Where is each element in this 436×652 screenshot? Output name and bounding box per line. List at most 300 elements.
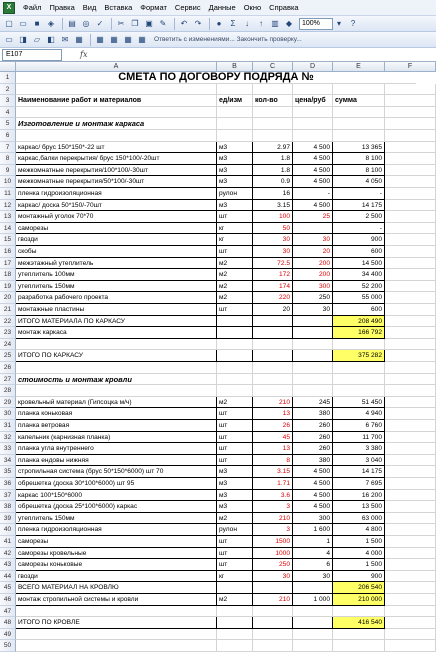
cell-d[interactable]: 245: [293, 397, 333, 409]
cell-a[interactable]: разработка рабочего проекта: [16, 292, 217, 304]
cell-e[interactable]: 55 000: [333, 292, 385, 304]
cell-b[interactable]: [217, 107, 253, 119]
cell-f[interactable]: [385, 142, 436, 154]
cell-a[interactable]: межэтажный утеплитель: [16, 258, 217, 270]
row-header[interactable]: 19: [0, 281, 16, 293]
cell-b[interactable]: шт: [217, 548, 253, 560]
cell-e[interactable]: 600: [333, 246, 385, 258]
row-header[interactable]: 17: [0, 258, 16, 270]
row-header[interactable]: 24: [0, 339, 16, 351]
cell-f[interactable]: [385, 617, 436, 629]
cell-e[interactable]: 4 050: [333, 176, 385, 188]
review-icon[interactable]: ◨: [19, 34, 27, 44]
cell-f[interactable]: [385, 316, 436, 328]
cell-c[interactable]: 30: [253, 571, 293, 583]
row-header[interactable]: 7: [0, 142, 16, 154]
cell-a[interactable]: гвозди: [16, 571, 217, 583]
row-header[interactable]: 20: [0, 292, 16, 304]
column-header-c[interactable]: C: [253, 62, 293, 72]
cell-c[interactable]: 220: [253, 292, 293, 304]
row-header[interactable]: 29: [0, 397, 16, 409]
row-header[interactable]: 12: [0, 200, 16, 212]
cell-f[interactable]: [385, 130, 436, 142]
cell-b[interactable]: шт: [217, 246, 253, 258]
cell-c[interactable]: 1.8: [253, 153, 293, 165]
select-all-corner[interactable]: [0, 62, 16, 72]
cell-f[interactable]: [385, 385, 436, 397]
row-header[interactable]: 48: [0, 617, 16, 629]
cell-b[interactable]: [217, 617, 253, 629]
cell-b[interactable]: шт: [217, 559, 253, 571]
cell-e[interactable]: 416 540: [333, 617, 385, 629]
cell-c[interactable]: 3.6: [253, 490, 293, 502]
cell-e[interactable]: 8 100: [333, 153, 385, 165]
cell-e[interactable]: 51 450: [333, 397, 385, 409]
cell-d[interactable]: [293, 385, 333, 397]
menu-item[interactable]: Окно: [243, 3, 262, 12]
comment-icon[interactable]: ▱: [33, 34, 41, 44]
cell-a[interactable]: каркас/ доска 50*150/-70шт: [16, 200, 217, 212]
cell-e[interactable]: [333, 130, 385, 142]
cell-d[interactable]: 1: [293, 536, 333, 548]
cell-a[interactable]: [16, 640, 217, 652]
cell-a[interactable]: ИТОГО МАТЕРИАЛА ПО КАРКАСУ: [16, 316, 217, 328]
cell-e[interactable]: 375 282: [333, 350, 385, 362]
cell-f[interactable]: [385, 362, 436, 374]
menu-item[interactable]: Вставка: [104, 3, 133, 12]
cell-c[interactable]: 0.9: [253, 176, 293, 188]
cell-d[interactable]: [293, 629, 333, 641]
cell-e[interactable]: -: [333, 188, 385, 200]
cell-f[interactable]: [385, 200, 436, 212]
cell-f[interactable]: [385, 223, 436, 235]
chevron-down-icon[interactable]: ▾: [336, 18, 341, 28]
row-header[interactable]: 2: [0, 84, 16, 96]
cell-e[interactable]: 8 100: [333, 165, 385, 177]
cell-d[interactable]: 25: [293, 211, 333, 223]
cell-a[interactable]: [16, 130, 217, 142]
drawing-icon[interactable]: ◆: [285, 18, 293, 28]
cell-d[interactable]: -: [293, 188, 333, 200]
row-header[interactable]: 11: [0, 188, 16, 200]
hyperlink-icon[interactable]: ●: [216, 18, 222, 28]
cell-e[interactable]: 13 500: [333, 501, 385, 513]
cell-f[interactable]: [385, 640, 436, 652]
cell-a[interactable]: стропильная система (брус 50*150*6000) шт 70: [16, 466, 217, 478]
cell-f[interactable]: [385, 176, 436, 188]
cell-c[interactable]: [253, 374, 293, 386]
cell-b[interactable]: м2: [217, 269, 253, 281]
cell-d[interactable]: цена/руб: [293, 95, 333, 107]
cell-d[interactable]: 4 500: [293, 490, 333, 502]
cell-a[interactable]: каркас 100*150*6000: [16, 490, 217, 502]
cell-d[interactable]: [293, 350, 333, 362]
cell-d[interactable]: [293, 223, 333, 235]
cell-f[interactable]: [385, 571, 436, 583]
save-icon[interactable]: ■: [34, 18, 40, 28]
cell-d[interactable]: 4 500: [293, 165, 333, 177]
cell-e[interactable]: 1 500: [333, 559, 385, 571]
cell-f[interactable]: [385, 466, 436, 478]
cell-f[interactable]: [385, 420, 436, 432]
cell-e[interactable]: 1 500: [333, 536, 385, 548]
cell-a[interactable]: утеплитель 150мм: [16, 513, 217, 525]
cell-f[interactable]: [385, 292, 436, 304]
cell-e[interactable]: сумма: [333, 95, 385, 107]
row-header[interactable]: 3: [0, 95, 16, 107]
row-header[interactable]: 15: [0, 234, 16, 246]
row-header[interactable]: 44: [0, 571, 16, 583]
cell-b[interactable]: м2: [217, 594, 253, 606]
cell-d[interactable]: 4 500: [293, 153, 333, 165]
menu-item[interactable]: Правка: [49, 3, 75, 12]
cell-d[interactable]: 4 500: [293, 501, 333, 513]
cell-d[interactable]: [293, 617, 333, 629]
cell-b[interactable]: м3: [217, 466, 253, 478]
cell-e[interactable]: 4 940: [333, 408, 385, 420]
cell-b[interactable]: м2: [217, 292, 253, 304]
cell-b[interactable]: шт: [217, 455, 253, 467]
cell-e[interactable]: 6 760: [333, 420, 385, 432]
cell-f[interactable]: [385, 84, 436, 96]
cell-b[interactable]: м3: [217, 501, 253, 513]
cell-b[interactable]: [217, 374, 253, 386]
cell-c[interactable]: 210: [253, 513, 293, 525]
cell-b[interactable]: [217, 385, 253, 397]
sheet-icon[interactable]: ▦: [124, 34, 132, 44]
cell-b[interactable]: ед/изм: [217, 95, 253, 107]
cut-icon[interactable]: ✂: [117, 18, 125, 28]
cell-e[interactable]: -: [333, 223, 385, 235]
cell-b[interactable]: шт: [217, 408, 253, 420]
cell-c[interactable]: 3: [253, 501, 293, 513]
cell-d[interactable]: [293, 84, 333, 96]
cell-c[interactable]: [253, 130, 293, 142]
row-header[interactable]: 39: [0, 513, 16, 525]
cell-e[interactable]: 166 792: [333, 327, 385, 339]
cell-f[interactable]: [385, 95, 436, 107]
cell-f[interactable]: [385, 408, 436, 420]
cell-b[interactable]: шт: [217, 420, 253, 432]
fx-icon[interactable]: fx: [80, 50, 88, 59]
cell-e[interactable]: 2 500: [333, 211, 385, 223]
cell-d[interactable]: 300: [293, 513, 333, 525]
cell-e[interactable]: [333, 84, 385, 96]
cell-c[interactable]: [253, 629, 293, 641]
cell-f[interactable]: [385, 374, 436, 386]
cell-f[interactable]: [385, 269, 436, 281]
mail-icon[interactable]: ✉: [61, 34, 69, 44]
cell-f[interactable]: [385, 443, 436, 455]
cell-b[interactable]: шт: [217, 443, 253, 455]
folder-icon[interactable]: ▭: [5, 34, 13, 44]
cell-a[interactable]: Изготовление и монтаж каркаса: [16, 118, 217, 130]
cell-a[interactable]: монтажный уголок 70*70: [16, 211, 217, 223]
cell-b[interactable]: [217, 84, 253, 96]
column-header-a[interactable]: A: [16, 62, 217, 72]
cell-a[interactable]: межкомнатные перекрытия/50*100/-30шт: [16, 176, 217, 188]
row-header[interactable]: 13: [0, 211, 16, 223]
cell-e[interactable]: [333, 339, 385, 351]
cell-c[interactable]: 100: [253, 211, 293, 223]
new-file-icon[interactable]: ▢: [5, 18, 13, 28]
cell-c[interactable]: 1000: [253, 548, 293, 560]
cell-c[interactable]: 1.71: [253, 478, 293, 490]
column-header-d[interactable]: D: [293, 62, 333, 72]
spelling-icon[interactable]: ✓: [96, 18, 104, 28]
permission-icon[interactable]: ◈: [47, 18, 55, 28]
cell-e[interactable]: [333, 640, 385, 652]
cell-a[interactable]: СМЕТА ПО ДОГОВОРУ ПОДРЯДА №: [16, 72, 416, 84]
cell-b[interactable]: [217, 362, 253, 374]
sheet-icon[interactable]: ▦: [110, 34, 118, 44]
cell-b[interactable]: [217, 629, 253, 641]
cell-b[interactable]: [217, 130, 253, 142]
cell-f[interactable]: [385, 397, 436, 409]
cell-e[interactable]: [333, 362, 385, 374]
chart-wizard-icon[interactable]: ▥: [271, 18, 279, 28]
row-header[interactable]: 42: [0, 548, 16, 560]
cell-a[interactable]: саморезы: [16, 536, 217, 548]
cell-e[interactable]: [333, 629, 385, 641]
cell-a[interactable]: обрешетка (доска 25*100*6000) каркас: [16, 501, 217, 513]
cell-a[interactable]: утеплитель 100мм: [16, 269, 217, 281]
track-icon[interactable]: ◧: [47, 34, 55, 44]
cell-d[interactable]: [293, 327, 333, 339]
cell-f[interactable]: [385, 281, 436, 293]
cell-c[interactable]: 172: [253, 269, 293, 281]
cell-e[interactable]: [333, 107, 385, 119]
cell-f[interactable]: [385, 118, 436, 130]
cell-f[interactable]: [385, 153, 436, 165]
cell-c[interactable]: 210: [253, 594, 293, 606]
sort-descending-icon[interactable]: ↑: [259, 18, 263, 28]
cell-b[interactable]: м2: [217, 397, 253, 409]
cell-f[interactable]: [385, 606, 436, 618]
cell-f[interactable]: [385, 524, 436, 536]
cell-f[interactable]: [385, 165, 436, 177]
cell-a[interactable]: ВСЕГО МАТЕРИАЛ НА КРОВЛЮ: [16, 582, 217, 594]
cell-e[interactable]: 14 500: [333, 258, 385, 270]
cell-d[interactable]: [293, 339, 333, 351]
cell-a[interactable]: планка ендовы нижняя: [16, 455, 217, 467]
print-preview-icon[interactable]: ◎: [82, 18, 90, 28]
cell-d[interactable]: 300: [293, 281, 333, 293]
cell-a[interactable]: планка угла внутреннего: [16, 443, 217, 455]
cell-c[interactable]: 72.5: [253, 258, 293, 270]
cell-e[interactable]: 14 175: [333, 466, 385, 478]
cell-b[interactable]: кг: [217, 571, 253, 583]
row-header[interactable]: 38: [0, 501, 16, 513]
cell-c[interactable]: 1500: [253, 536, 293, 548]
cell-e[interactable]: 63 000: [333, 513, 385, 525]
cell-d[interactable]: [293, 362, 333, 374]
cell-e[interactable]: [333, 385, 385, 397]
cell-d[interactable]: [293, 316, 333, 328]
cell-f[interactable]: [385, 513, 436, 525]
help-icon[interactable]: ?: [350, 18, 356, 28]
cell-a[interactable]: [16, 362, 217, 374]
cell-c[interactable]: [253, 118, 293, 130]
cell-b[interactable]: [217, 582, 253, 594]
cell-e[interactable]: 900: [333, 234, 385, 246]
cell-b[interactable]: [217, 118, 253, 130]
cell-d[interactable]: [293, 582, 333, 594]
cell-b[interactable]: кг: [217, 234, 253, 246]
cell-b[interactable]: рулон: [217, 188, 253, 200]
row-header[interactable]: 6: [0, 130, 16, 142]
cell-c[interactable]: 174: [253, 281, 293, 293]
cell-e[interactable]: 14 175: [333, 200, 385, 212]
cell-e[interactable]: [333, 606, 385, 618]
cell-d[interactable]: 200: [293, 269, 333, 281]
cell-a[interactable]: саморезы кровельные: [16, 548, 217, 560]
sheet-icon[interactable]: ▦: [75, 34, 83, 44]
cell-d[interactable]: 20: [293, 246, 333, 258]
cell-d[interactable]: 380: [293, 408, 333, 420]
cell-a[interactable]: ИТОГО ПО КРОВЛЕ: [16, 617, 217, 629]
cell-d[interactable]: 30: [293, 234, 333, 246]
cell-d[interactable]: [293, 606, 333, 618]
cell-f[interactable]: [385, 490, 436, 502]
cell-a[interactable]: капельник (карнизная планка): [16, 432, 217, 444]
cell-e[interactable]: 900: [333, 571, 385, 583]
cell-d[interactable]: 250: [293, 292, 333, 304]
cell-e[interactable]: [333, 374, 385, 386]
row-header[interactable]: 26: [0, 362, 16, 374]
row-header[interactable]: 16: [0, 246, 16, 258]
redo-icon[interactable]: ↷: [194, 18, 202, 28]
cell-e[interactable]: 4 800: [333, 524, 385, 536]
cell-f[interactable]: [385, 478, 436, 490]
cell-c[interactable]: 3.15: [253, 466, 293, 478]
cell-f[interactable]: [385, 455, 436, 467]
row-header[interactable]: 46: [0, 594, 16, 606]
cell-d[interactable]: 4 500: [293, 176, 333, 188]
cell-b[interactable]: рулон: [217, 524, 253, 536]
row-header[interactable]: 49: [0, 629, 16, 641]
cell-f[interactable]: [385, 246, 436, 258]
cell-f[interactable]: [385, 559, 436, 571]
cell-f[interactable]: [385, 327, 436, 339]
cell-c[interactable]: 8: [253, 455, 293, 467]
cell-d[interactable]: 4 500: [293, 142, 333, 154]
sort-ascending-icon[interactable]: ↓: [245, 18, 249, 28]
row-header[interactable]: 36: [0, 478, 16, 490]
cell-d[interactable]: [293, 107, 333, 119]
cell-c[interactable]: 30: [253, 246, 293, 258]
cell-c[interactable]: 26: [253, 420, 293, 432]
cell-a[interactable]: [16, 84, 217, 96]
row-header[interactable]: 43: [0, 559, 16, 571]
cell-c[interactable]: [253, 385, 293, 397]
cell-d[interactable]: 200: [293, 258, 333, 270]
cell-a[interactable]: [16, 629, 217, 641]
cell-b[interactable]: м3: [217, 165, 253, 177]
cell-b[interactable]: м3: [217, 153, 253, 165]
cell-a[interactable]: межкомнатные перекрытия/100*100/-30шт: [16, 165, 217, 177]
cell-b[interactable]: м3: [217, 490, 253, 502]
cell-a[interactable]: планка коньковая: [16, 408, 217, 420]
paste-icon[interactable]: ▣: [145, 18, 153, 28]
cell-d[interactable]: 4 500: [293, 478, 333, 490]
row-header[interactable]: 41: [0, 536, 16, 548]
row-header[interactable]: 50: [0, 640, 16, 652]
cell-e[interactable]: 16 200: [333, 490, 385, 502]
cell-c[interactable]: [253, 582, 293, 594]
cell-c[interactable]: 16: [253, 188, 293, 200]
column-header-e[interactable]: E: [333, 62, 385, 72]
cell-e[interactable]: 208 490: [333, 316, 385, 328]
cell-f[interactable]: [385, 107, 436, 119]
print-icon[interactable]: ▤: [68, 18, 76, 28]
cell-b[interactable]: м2: [217, 513, 253, 525]
cell-c[interactable]: 30: [253, 234, 293, 246]
cell-d[interactable]: [293, 130, 333, 142]
cell-e[interactable]: [333, 118, 385, 130]
cell-a[interactable]: саморезы коньковые: [16, 559, 217, 571]
cell-b[interactable]: кг: [217, 223, 253, 235]
cell-d[interactable]: 4 500: [293, 466, 333, 478]
column-header-b[interactable]: B: [217, 62, 253, 72]
cell-b[interactable]: м3: [217, 142, 253, 154]
copy-icon[interactable]: ❐: [131, 18, 139, 28]
row-header[interactable]: 25: [0, 350, 16, 362]
cell-c[interactable]: [253, 327, 293, 339]
cell-a[interactable]: ИТОГО ПО КАРКАСУ: [16, 350, 217, 362]
cell-b[interactable]: шт: [217, 432, 253, 444]
autosum-icon[interactable]: Σ: [230, 18, 236, 28]
cell-c[interactable]: [253, 640, 293, 652]
cell-a[interactable]: монтаж стропильной системы и кровли: [16, 594, 217, 606]
row-header[interactable]: 5: [0, 118, 16, 130]
cell-a[interactable]: каркас/ брус 150*150*-22 шт: [16, 142, 217, 154]
cell-b[interactable]: шт: [217, 536, 253, 548]
cell-a[interactable]: каркас,балки перекрытия/ брус 150*100/-20шт: [16, 153, 217, 165]
cell-a[interactable]: [16, 107, 217, 119]
row-header[interactable]: 1: [0, 72, 16, 84]
cell-c[interactable]: 3: [253, 524, 293, 536]
cell-e[interactable]: 34 400: [333, 269, 385, 281]
cell-e[interactable]: 7 695: [333, 478, 385, 490]
row-header[interactable]: 10: [0, 176, 16, 188]
row-header[interactable]: 45: [0, 582, 16, 594]
cell-f[interactable]: [385, 350, 436, 362]
cell-c[interactable]: 250: [253, 559, 293, 571]
cell-f[interactable]: [385, 536, 436, 548]
cell-c[interactable]: 210: [253, 397, 293, 409]
cell-a[interactable]: Наименование работ и материалов: [16, 95, 217, 107]
cell-c[interactable]: 20: [253, 304, 293, 316]
cell-f[interactable]: [385, 304, 436, 316]
cell-d[interactable]: [293, 118, 333, 130]
menu-item[interactable]: Вид: [82, 3, 97, 12]
row-header[interactable]: 22: [0, 316, 16, 328]
cell-c[interactable]: [253, 84, 293, 96]
cell-c[interactable]: кол-во: [253, 95, 293, 107]
cell-d[interactable]: 6: [293, 559, 333, 571]
cell-b[interactable]: м3: [217, 176, 253, 188]
cell-a[interactable]: [16, 339, 217, 351]
cell-e[interactable]: 206 540: [333, 582, 385, 594]
menu-item[interactable]: Формат: [140, 3, 167, 12]
row-header[interactable]: 37: [0, 490, 16, 502]
cell-b[interactable]: [217, 339, 253, 351]
cell-d[interactable]: [293, 640, 333, 652]
reply-with-changes-link[interactable]: Ответить с изменениями... Закончить проверку...: [154, 36, 302, 43]
cell-e[interactable]: 11 700: [333, 432, 385, 444]
row-header[interactable]: 33: [0, 443, 16, 455]
